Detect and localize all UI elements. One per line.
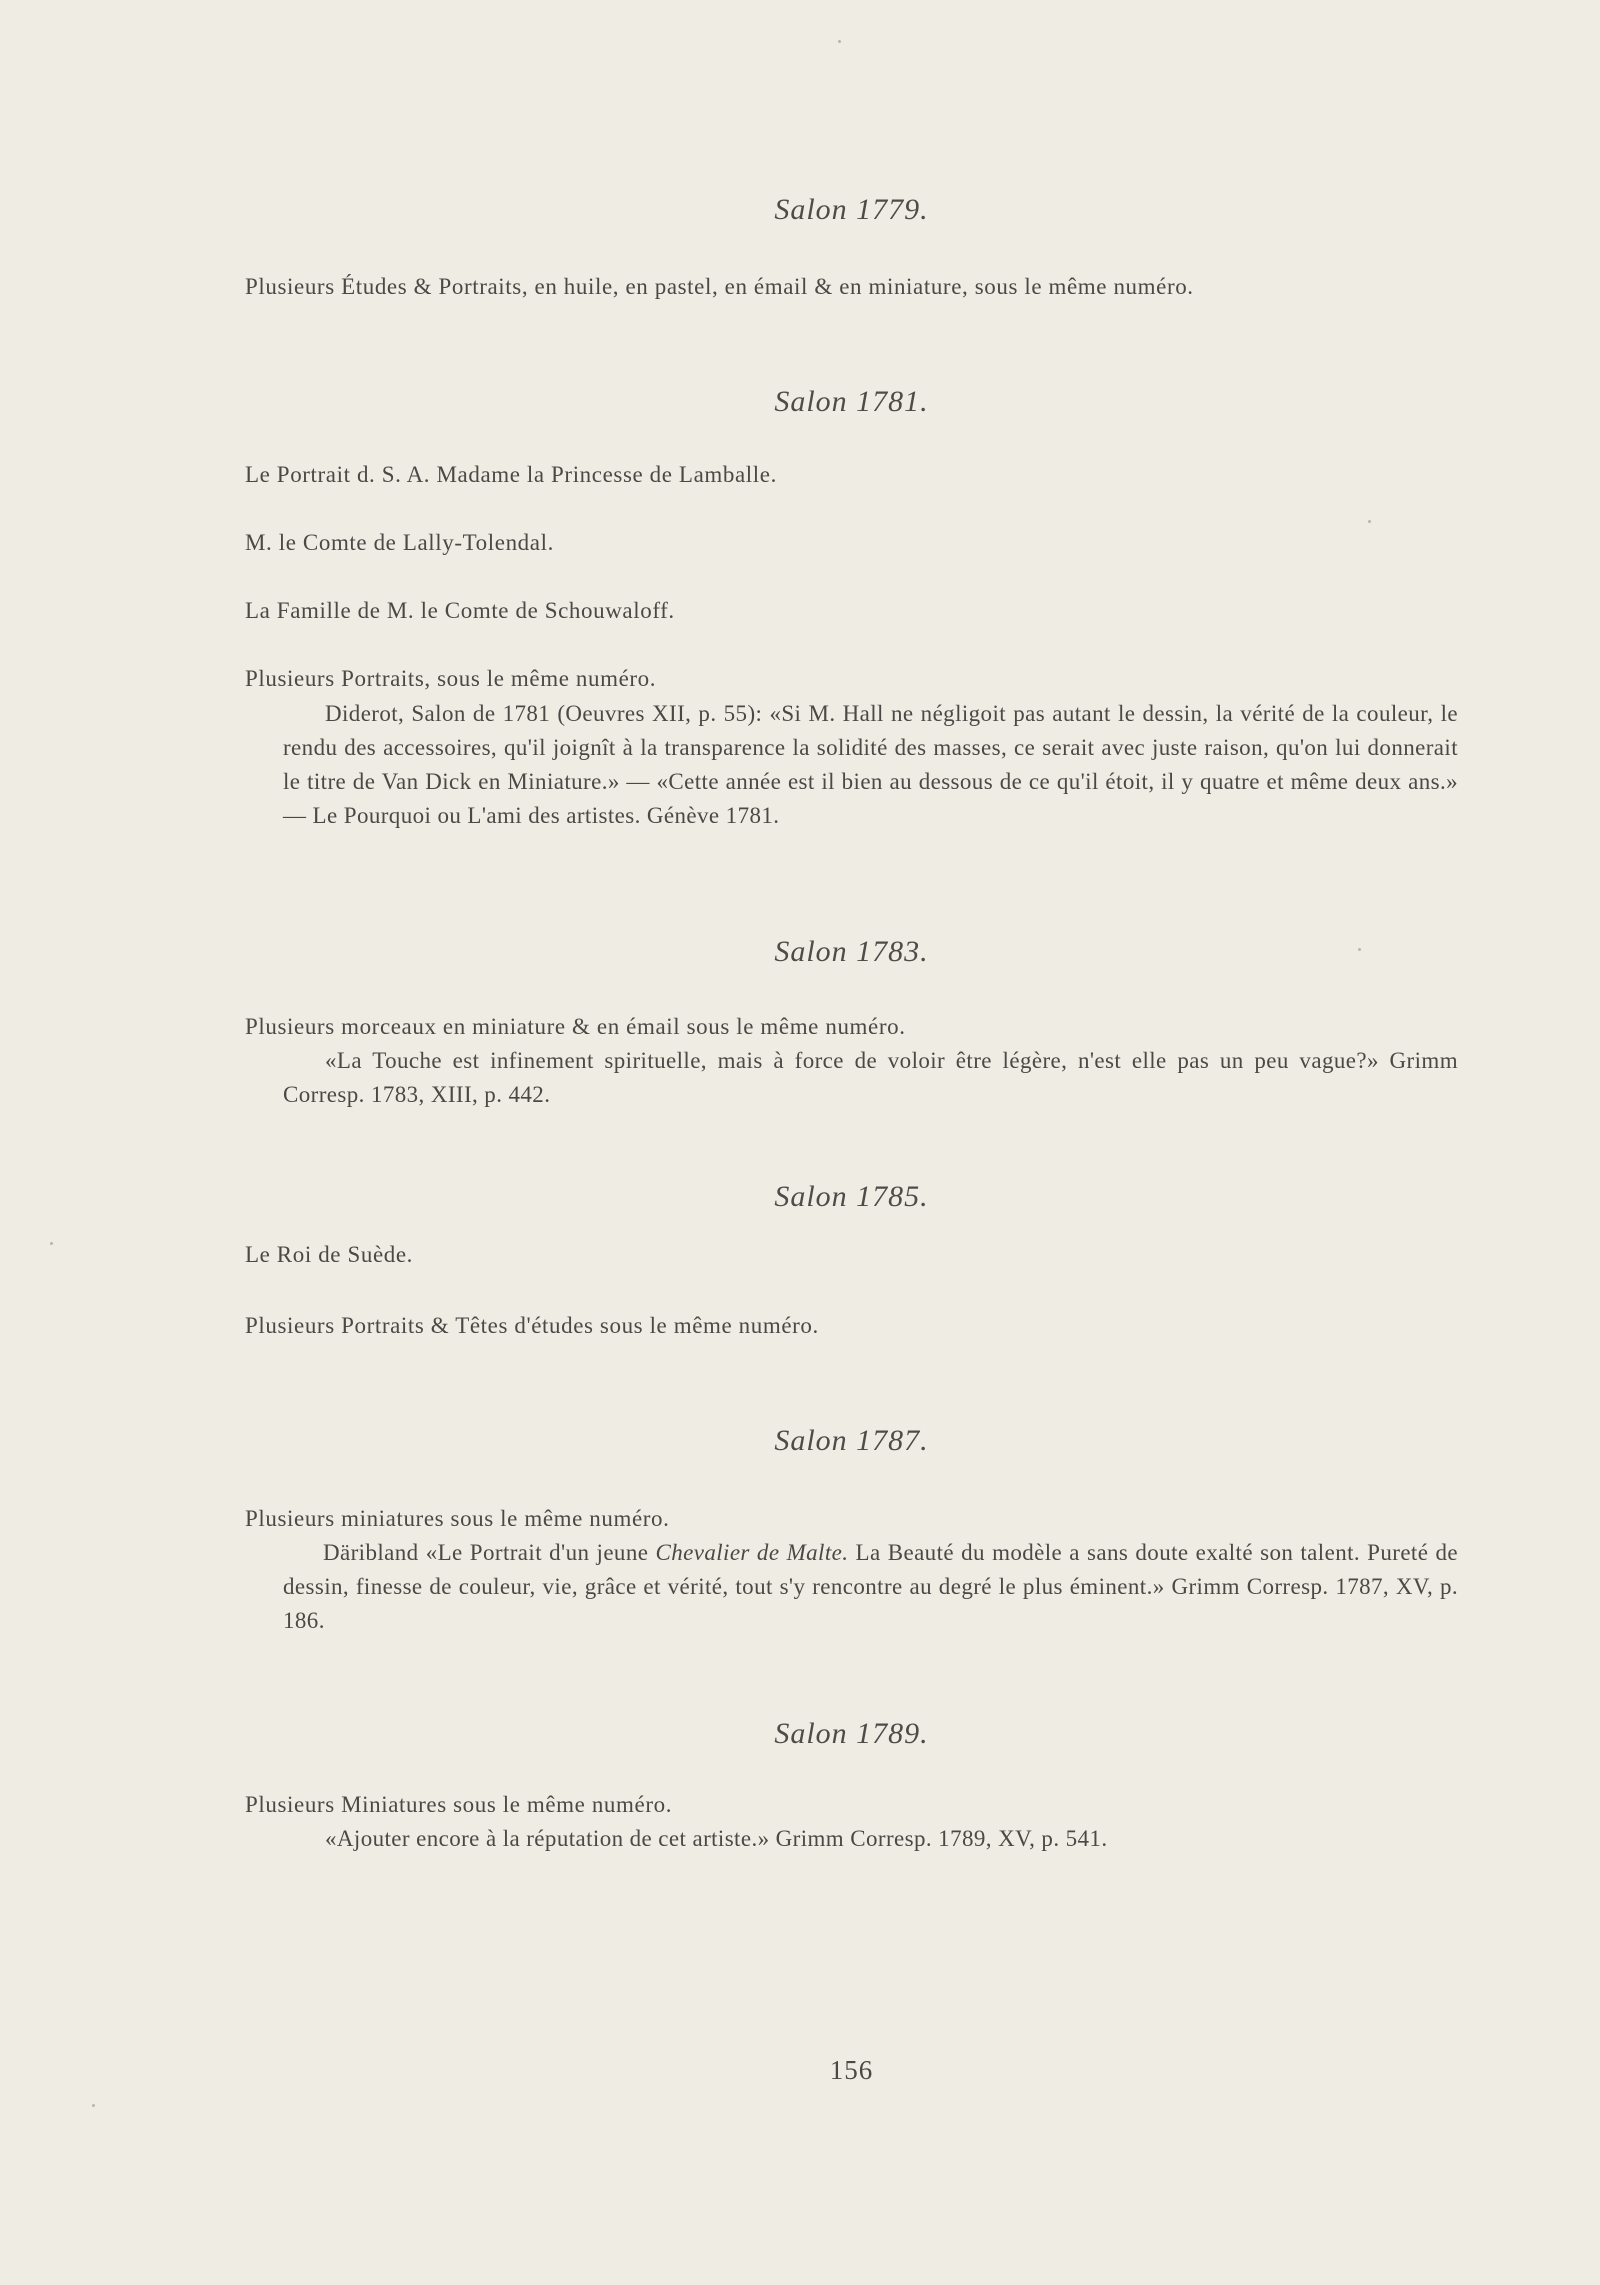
section-heading-1787: Salon 1787.	[774, 1424, 929, 1457]
paper-speck	[1368, 520, 1371, 523]
paper-speck	[838, 40, 841, 43]
note-1787-after: La Beauté du modèle a sans doute exalté son talent. Pureté de dessin, finesse de couleur, vie, grâce et vérité, tout s'y rencontre au degré le plus éminent.» Grimm Corresp. 1787, XV, p. 186.	[283, 1540, 1458, 1633]
section-heading-1785: Salon 1785.	[774, 1180, 929, 1213]
entry-1785-2: Plusieurs Portraits & Têtes d'études sous le même numéro.	[245, 1313, 819, 1338]
entry-1781-4: Plusieurs Portraits, sous le même numéro.	[245, 666, 657, 691]
section-heading-1779: Salon 1779.	[774, 193, 929, 226]
paper-speck	[92, 2104, 95, 2107]
paper-speck	[1358, 948, 1361, 951]
paper-speck	[50, 1242, 53, 1245]
note-1787-before: Däribland «Le Portrait d'un jeune	[323, 1540, 656, 1565]
section-heading-1789: Salon 1789.	[774, 1717, 929, 1750]
note-1783: «La Touche est infinement spirituelle, mais à force de voloir être légère, n'est elle pas un peu vague?» Grimm Corresp. 1783, XIII, p. 442.	[283, 1048, 1458, 1107]
entry-1785-1: Le Roi de Suède.	[245, 1242, 414, 1267]
entry-1787-1: Plusieurs miniatures sous le même numéro.	[245, 1506, 670, 1531]
entry-1783-1: Plusieurs morceaux en miniature & en émail sous le même numéro.	[245, 1014, 906, 1039]
section-heading-1783: Salon 1783.	[774, 935, 929, 968]
entry-1789-1: Plusieurs Miniatures sous le même numéro.	[245, 1792, 673, 1817]
note-1787-italic-title: Chevalier de Malte.	[655, 1540, 849, 1565]
note-1781: Diderot, Salon de 1781 (Oeuvres XII, p. 55): «Si M. Hall ne négligoit pas autant le dessin, la vérité de la couleur, le rendu des accessoires, qu'il joignît à la transparence la solidité des masses, ce serait avec juste raison, qu'on lui donnerait le titre de Van Dick en Miniature.» — «Cette année est il bien au dessous de ce qu'il étoit, il y quatre et même deux ans.» — Le Pourquoi ou L'ami des artistes. Génève 1781.	[283, 701, 1458, 828]
entry-1781-1: Le Portrait d. S. A. Madame la Princesse de Lamballe.	[245, 462, 777, 487]
note-1789: «Ajouter encore à la réputation de cet artiste.» Grimm Corresp. 1789, XV, p. 541.	[325, 1826, 1108, 1851]
entry-1779-1: Plusieurs Études & Portraits, en huile, en pastel, en émail & en miniature, sous le même numéro.	[245, 274, 1194, 299]
note-1787	[283, 1536, 1458, 1638]
entry-1781-2: M. le Comte de Lally-Tolendal.	[245, 530, 554, 555]
entry-1781-3: La Famille de M. le Comte de Schouwaloff.	[245, 598, 675, 623]
page-number: 156	[829, 2055, 874, 2085]
section-heading-1781: Salon 1781.	[774, 385, 929, 418]
